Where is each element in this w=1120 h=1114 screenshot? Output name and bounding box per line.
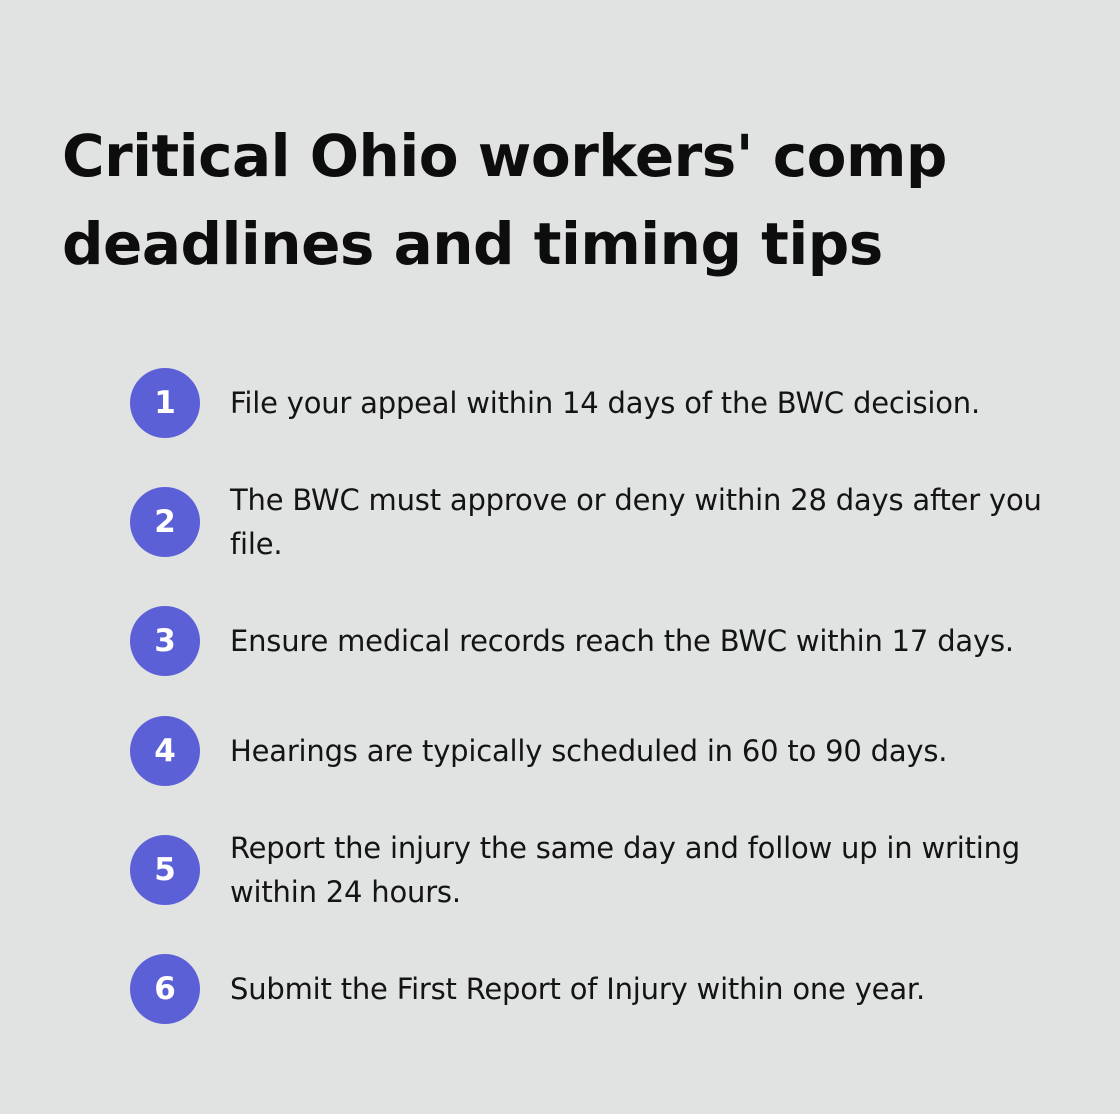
step-number-badge: 1 — [130, 368, 200, 438]
step-number-badge: 4 — [130, 716, 200, 786]
step-number-badge: 5 — [130, 835, 200, 905]
list-item-text: Submit the First Report of Injury within one year. — [230, 972, 925, 1006]
page-title: Critical Ohio workers' comp deadlines and timing tips — [62, 122, 947, 278]
list-item — [130, 831, 1090, 909]
list-item — [130, 606, 1090, 676]
step-number-badge: 6 — [130, 954, 200, 1024]
list-item — [130, 954, 1090, 1024]
step-number-badge: 2 — [130, 487, 200, 557]
list-item-text: Report the injury the same day and follow up in writing within 24 hours. — [230, 831, 1020, 909]
list-item-text: Hearings are typically scheduled in 60 to 90 days. — [230, 734, 948, 768]
list-item — [130, 368, 1090, 438]
list-item-text: The BWC must approve or deny within 28 days after you file. — [230, 483, 1042, 561]
step-number-badge: 3 — [130, 606, 200, 676]
list-item-text: File your appeal within 14 days of the BWC decision. — [230, 386, 980, 420]
list-item — [130, 483, 1090, 561]
list-item-text: Ensure medical records reach the BWC within 17 days. — [230, 624, 1014, 658]
list-item — [130, 716, 1090, 786]
